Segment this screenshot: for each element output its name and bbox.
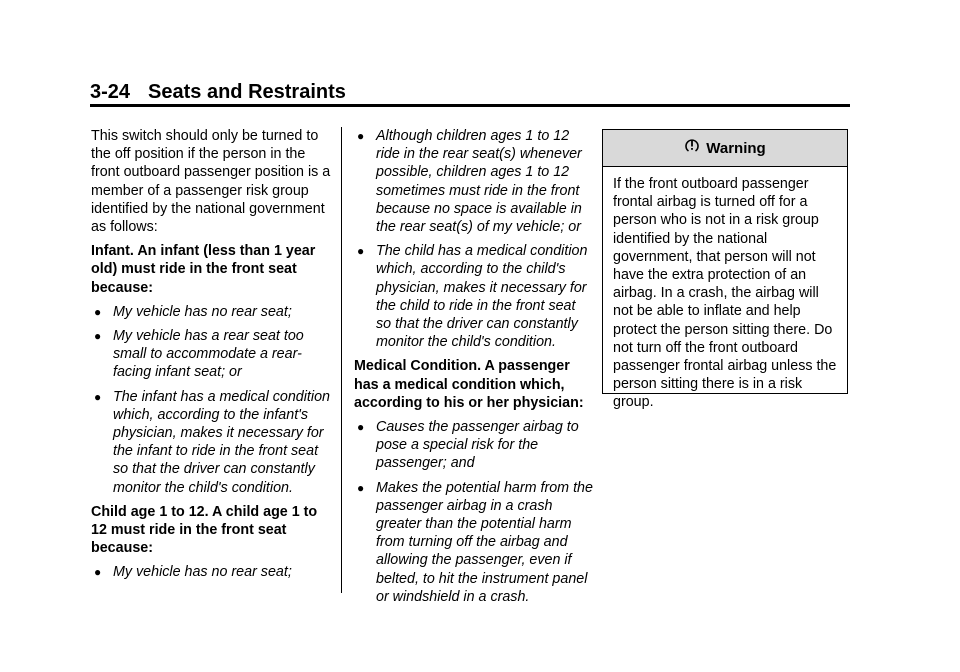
child-heading: Child age 1 to 12. A child age 1 to 12 must ride in the front seat because: xyxy=(91,503,318,557)
warning-header xyxy=(603,130,847,167)
bullet-icon: ● xyxy=(94,389,102,404)
section-title: Seats and Restraints xyxy=(148,81,346,103)
warning-title: Warning xyxy=(706,139,766,157)
bullet-icon: ● xyxy=(357,129,365,143)
column-middle xyxy=(354,127,594,612)
list-item: ● The infant has a medical condition which, according to the infant's physician, makes it necessary for the infant to ride in the front seat so that the driver can constantly monitor the child's condition. xyxy=(94,388,330,496)
infant-heading: Infant. An infant (less than 1 year old) must ride in the front seat because: xyxy=(91,243,316,296)
list-item: ● My vehicle has no rear seat; xyxy=(94,303,292,320)
page-header xyxy=(90,80,346,104)
medical-heading: Medical Condition. A passenger has a medical condition which, according to his or her physician: xyxy=(354,358,584,411)
child-list-continued xyxy=(354,127,594,351)
warning-body: If the front outboard passenger frontal airbag is turned off for a person who is not in a risk group identified by the national government, that person will not have the extra protection of an airbag. In a crash, the airbag will not be able to inflate and help protect the person sitting there. Do not turn off the front outboard passenger frontal airbag unless the person sitting there is in a risk group. xyxy=(613,176,837,411)
warning-box xyxy=(602,129,848,411)
list-item: ● Causes the passenger airbag to pose a special risk for the passenger; and xyxy=(357,419,579,472)
warning-icon xyxy=(684,137,700,153)
infant-list xyxy=(91,303,335,497)
intro-paragraph: This switch should only be turned to the off position if the person in the front outboard passenger position is a member of a passenger risk group identified by the national government as follows: xyxy=(91,128,331,236)
list-item: ● Makes the potential harm from the passenger airbag in a crash greater than the potential harm from turning off the airbag and allowing the passenger, even if belted, to hit the instrument panel or windshield in a crash. xyxy=(357,479,593,605)
list-item: ● My vehicle has a rear seat too small to accommodate a rear-facing infant seat; or xyxy=(94,328,304,381)
column-divider xyxy=(341,127,342,593)
header-rule xyxy=(90,104,850,107)
bullet-icon: ● xyxy=(94,565,102,580)
medical-list xyxy=(354,418,594,606)
child-list xyxy=(91,563,335,581)
column-left xyxy=(91,127,335,588)
page-number: 3-24 xyxy=(90,81,131,103)
list-item: ● Although children ages 1 to 12 ride in the rear seat(s) whenever possible, children ages 1 to 12 sometimes must ride in the front because no space is available in the rear seat(s) of my vehicle; or xyxy=(357,128,582,236)
bullet-icon: ● xyxy=(357,480,365,495)
bullet-icon: ● xyxy=(94,304,102,319)
bullet-icon: ● xyxy=(357,420,365,435)
bullet-icon: ● xyxy=(357,244,365,259)
list-item: ● The child has a medical condition which, according to the child's physician, makes it necessary for the child to ride in the front seat so that the driver can constantly monitor the child's condition. xyxy=(357,243,588,351)
bullet-icon: ● xyxy=(94,329,102,344)
list-item: ● My vehicle has no rear seat; xyxy=(94,564,292,581)
